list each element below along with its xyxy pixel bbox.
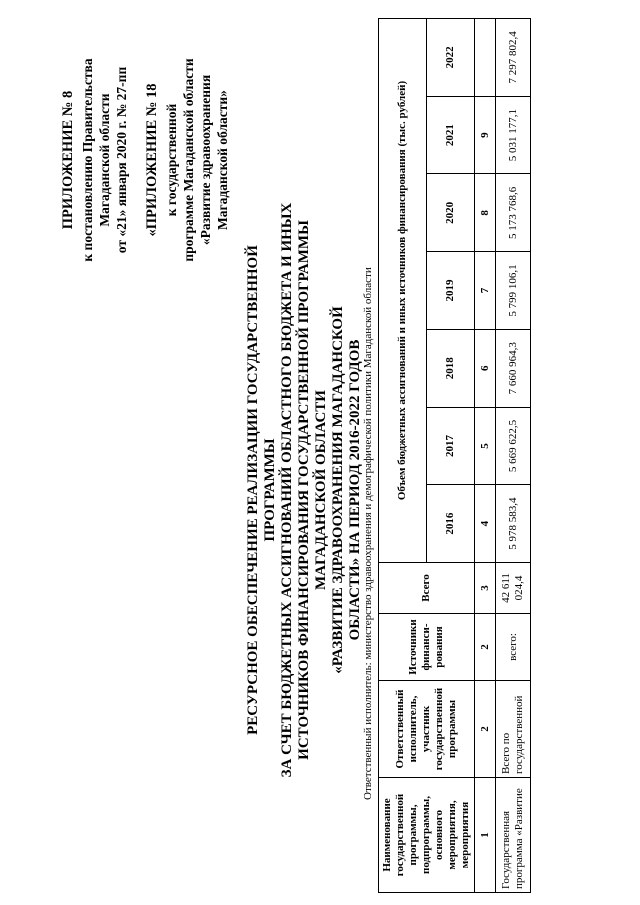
- title-line: ЗА СЧЕТ БЮДЖЕТНЫХ АССИГНОВАНИЙ ОБЛАСТНОГО БЮДЖЕТА И ИНЫХ: [279, 202, 295, 778]
- appendix-title: ПРИЛОЖЕНИЕ № 8: [60, 90, 76, 230]
- appendix-line: «Развитие здравоохранения: [198, 74, 213, 246]
- row-value-2018: 7 660 964,3: [496, 329, 531, 407]
- col-header-total: Всего: [379, 563, 475, 614]
- col-number: 1: [475, 778, 496, 893]
- col-number: 6: [475, 329, 496, 407]
- row-name: Государственная программа «Развитие: [496, 778, 531, 893]
- row-value-2020: 5 173 768,6: [496, 174, 531, 252]
- col-number: 2: [475, 614, 496, 681]
- col-number: 9: [475, 96, 496, 174]
- col-number: 7: [475, 252, 496, 330]
- appendix-title-2: «ПРИЛОЖЕНИЕ № 18: [144, 83, 160, 237]
- col-number: 5: [475, 407, 496, 485]
- year-header: 2016: [427, 485, 475, 563]
- row-source: всего:: [496, 614, 531, 681]
- row-value-2019: 5 799 106,1: [496, 252, 531, 330]
- col-number: 4: [475, 485, 496, 563]
- row-value-2022: 7 297 802,4: [496, 19, 531, 97]
- col-group-header: Объем бюджетных ассигнований и иных источников финансирования (тыс. рублей): [379, 19, 427, 563]
- year-header: 2021: [427, 96, 475, 174]
- appendix-line: Магаданской области»: [215, 90, 230, 230]
- col-header-sources: Источники финанси-рования: [379, 614, 475, 681]
- col-number: [475, 19, 496, 97]
- table-header-row: [379, 19, 427, 893]
- title-line: ИСТОЧНИКОВ ФИНАНСИРОВАНИЯ ГОСУДАРСТВЕННОЙ ПРОГРАММЫ: [296, 220, 312, 760]
- col-header-name: Наименование государственной программы, подпрограммы, основного мероприятия, мероприятия: [379, 778, 475, 893]
- title-line: РЕСУРСНОЕ ОБЕСПЕЧЕНИЕ РЕАЛИЗАЦИИ ГОСУДАРСТВЕННОЙ ПРОГРАММЫ: [245, 245, 278, 735]
- col-number: 3: [475, 563, 496, 614]
- year-header: 2017: [427, 407, 475, 485]
- table-row: [496, 19, 531, 893]
- year-header: 2018: [427, 329, 475, 407]
- title-line: «РАЗВИТИЕ ЗДРАВООХРАНЕНИЯ МАГАДАНСКОЙ: [330, 306, 346, 674]
- year-header: 2019: [427, 252, 475, 330]
- appendix-line: программе Магаданской области: [181, 58, 196, 262]
- funding-table: [378, 18, 531, 893]
- col-number: 2: [475, 681, 496, 778]
- col-number: 8: [475, 174, 496, 252]
- year-header: 2020: [427, 174, 475, 252]
- appendix-line: к государственной: [164, 103, 179, 217]
- row-value-2021: 5 031 177,1: [496, 96, 531, 174]
- appendix-block: [60, 15, 231, 305]
- col-header-executor: Ответственный исполнитель, участник государственной программы: [379, 681, 475, 778]
- year-header: 2022: [427, 19, 475, 97]
- row-value-2017: 5 669 622,5: [496, 407, 531, 485]
- row-value-2016: 5 978 583,4: [496, 485, 531, 563]
- title-line: ОБЛАСТИ» НА ПЕРИОД 2016-2022 ГОДОВ: [347, 339, 363, 641]
- responsible-executor: Ответственный исполнитель: министерство здравоохранения и демографической политики Магаданской области: [362, 267, 374, 800]
- row-executor: Всего по государственной: [496, 681, 531, 778]
- document-title: [245, 195, 364, 785]
- row-total: 42 611 024,4: [496, 563, 531, 614]
- appendix-line: к постановлению Правительства: [80, 58, 95, 262]
- appendix-line: от «21» января 2020 г. № 27-пп: [114, 66, 129, 254]
- appendix-line: Магаданской области: [97, 93, 112, 227]
- title-line: МАГАДАНСКОЙ ОБЛАСТИ: [313, 390, 329, 590]
- table-column-numbers-row: [475, 19, 496, 893]
